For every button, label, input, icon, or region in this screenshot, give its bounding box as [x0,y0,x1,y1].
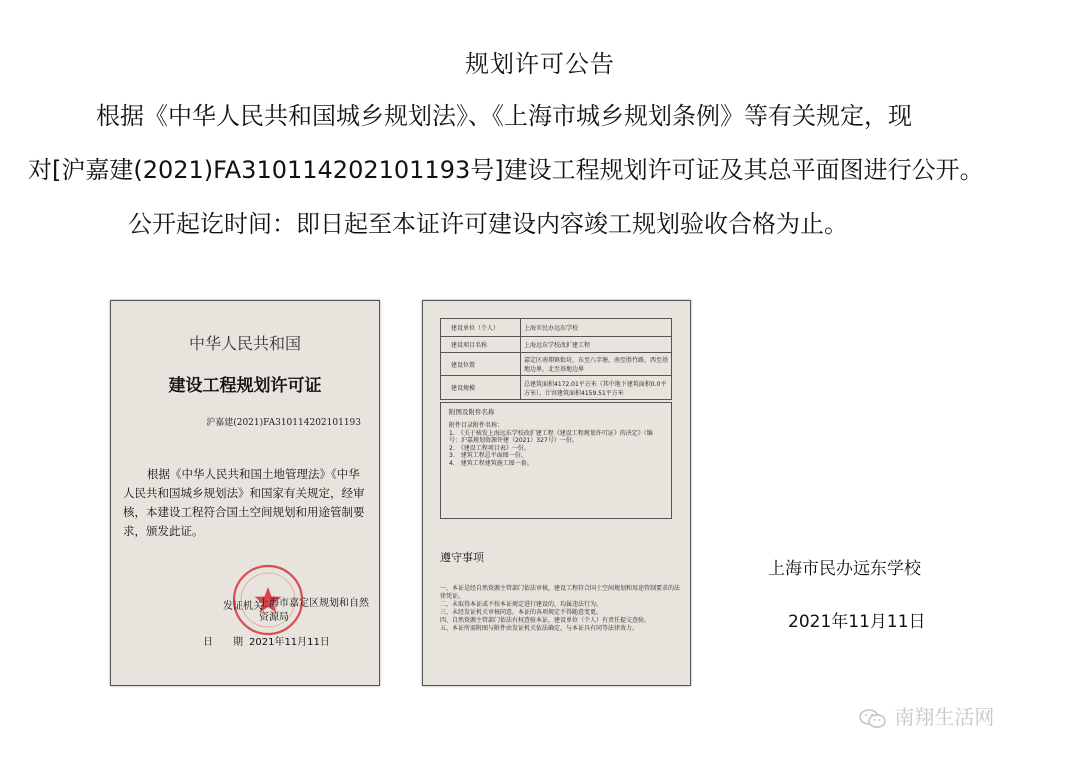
attachments-box [440,402,672,519]
watermark-text: 南翔生活网 [894,705,995,729]
issuer-label: 发证机关 [223,601,263,612]
rule-item: 三、未经发证机关审核同意，本证的各项规定不得随意变更。 [440,609,603,616]
certificate-body: 根据《中华人民共和国土地管理法》《中华人民共和国城乡规划法》和国家有关规定，经审核，本建设工程符合国土空间规划和用途管制要求，颁发此证。 [123,467,365,538]
notice-title: 规划许可公告 [465,50,615,78]
rule-item: 五、本证所需附图与附件由发证机关依法确定，与本证具有同等法律效力。 [440,625,639,632]
table-row [441,319,672,337]
row-key: 建设单位（个人） [441,319,521,337]
rule-item: 一、本证是经自然资源主管部门依法审核，建设工程符合国土空间规划和用途管制要求的法律凭证。 [440,585,681,600]
attachment-line: 2. 《建设工程项目表》一份。 [449,444,530,452]
signature-school: 上海市民办远东学校 [768,559,921,579]
certificate-title: 建设工程规划许可证 [168,376,322,396]
certificate-country: 中华人民共和国 [188,334,301,353]
issue-date-label: 日 期 [203,637,243,648]
notice-paragraph-1: 根据《中华人民共和国城乡规划法》、《上海市城乡规划条例》等有关规定，现 [96,102,912,130]
attachments-title: 附图及附件名称 [449,408,495,416]
attachment-line: 4. 建筑工程建筑施工图一套。 [449,459,533,467]
row-value: 上海市民办远东学校 [521,319,672,337]
table-row [441,376,672,400]
rule-item: 二、未取得本证或不按本证规定进行建设的，均属违法行为。 [440,601,603,608]
project-info-table [440,318,672,400]
row-key: 建设位置 [441,353,521,376]
row-key: 建设规模 [441,376,521,400]
permit-certificate-appendix [422,300,691,686]
table-row [441,337,672,353]
notice-paragraph-2: 对[沪嘉建(2021)FA310114202101193号]建设工程规划许可证及其总平面图进行公开。 [28,156,984,184]
attachment-line: 1. 《关于核发上海远东学校改扩建工程《建设工程规划许可证》的决定》（编号：沪嘉规划资源许建（2021）327号）一份。 [449,429,653,444]
row-value: 上海远东学校改扩建工程 [521,337,672,353]
permit-certificate-front [110,300,380,686]
watermark [858,701,994,730]
rule-item: 四、自然资源主管部门依法有权查验本证，建设单位（个人）有责任提交查验。 [440,617,651,624]
notice-paragraph-3: 公开起讫时间：即日起至本证许可建设内容竣工规划验收合格为止。 [128,210,848,238]
attachment-line: 3. 建筑工程总平面图一份。 [449,452,527,459]
signature-date: 2021年11月11日 [788,612,926,632]
rules-title: 遵守事项 [440,551,484,564]
issue-date-value: 2021年11月11日 [249,637,330,648]
table-row [441,353,672,376]
certificate-number: 沪嘉建(2021)FA310114202101193 [206,418,361,428]
row-value: 总建筑面积4172.01平方米（其中地下建筑面积0.0平方米），计容建筑面积4159.51平方米 [521,376,672,400]
row-key: 建设项目名称 [441,337,521,353]
attachment-line: 附件目录附件名称： [449,422,504,429]
issuer-value: 上海市嘉定区规划和自然资源局 [259,598,369,623]
row-value: 嘉定区南翔镇街坊，东至八字塘，南至胜竹路，西至基地边界，北至基地边界 [521,353,672,376]
rules-list [440,585,680,633]
wechat-icon [858,708,888,730]
